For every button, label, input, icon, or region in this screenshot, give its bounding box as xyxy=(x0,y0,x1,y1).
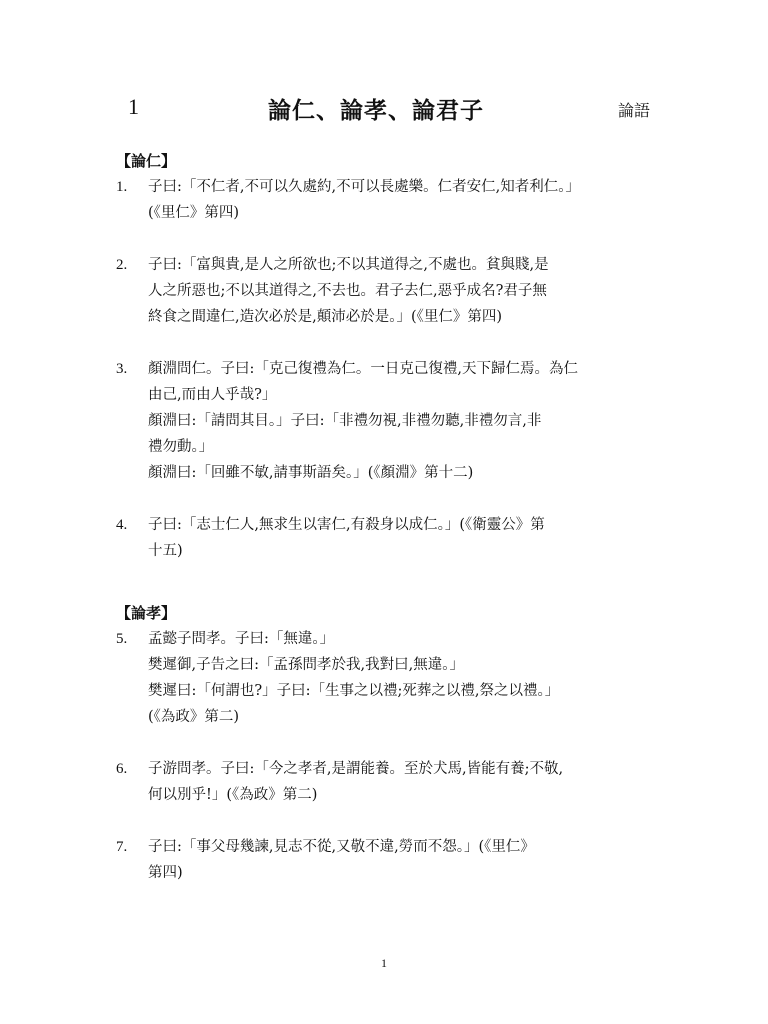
passage-line: 樊遲御,子告之曰:「孟孫問孝於我,我對曰,無違。」 xyxy=(148,657,464,673)
passage-line: 顏淵問仁。子曰:「克己復禮為仁。一日克己復禮,天下歸仁焉。為仁 xyxy=(148,361,578,377)
passage-number: 1. xyxy=(116,179,128,195)
passage-item xyxy=(116,174,656,226)
passage-number: 5. xyxy=(116,631,128,647)
chapter-number: 1 xyxy=(128,94,139,119)
passage-line: 禮勿動。」 xyxy=(148,439,214,455)
section-heading-xiao: 【論孝】 xyxy=(116,604,177,622)
section-heading-ren: 【論仁】 xyxy=(116,152,177,170)
passage-number: 3. xyxy=(116,361,128,377)
passage-line: 顏淵曰:「請問其目。」子曰:「非禮勿視,非禮勿聽,非禮勿言,非 xyxy=(148,413,542,429)
passage-line: 孟懿子問孝。子曰:「無違。」 xyxy=(148,631,335,647)
book-title: 論語 xyxy=(617,101,650,120)
passage-line: 人之所惡也;不以其道得之,不去也。君子去仁,惡乎成名?君子無 xyxy=(148,283,547,299)
passage-line: 樊遲曰:「何謂也?」子曰:「生事之以禮;死葬之以禮,祭之以禮。」 xyxy=(148,683,560,699)
passage-line: (《為政》第二) xyxy=(148,709,240,725)
passage-item xyxy=(116,834,656,886)
passage-number: 6. xyxy=(116,761,128,777)
passage-number: 2. xyxy=(116,257,128,273)
passage-item xyxy=(116,356,656,486)
passage-line: 第四) xyxy=(148,865,183,881)
passage-line: 子曰:「事父母幾諫,見志不從,又敬不違,勞而不怨。」(《里仁》 xyxy=(148,839,535,855)
passage-line: 子游問孝。子曰:「今之孝者,是謂能養。至於犬馬,皆能有養;不敬, xyxy=(148,761,564,777)
passage-line: 終食之間違仁,造次必於是,顛沛必於是。」(《里仁》第四) xyxy=(148,309,503,325)
passage-item xyxy=(116,512,656,564)
passage-item xyxy=(116,626,656,730)
passage-number: 4. xyxy=(116,517,128,533)
passage-line: 子曰:「富與貴,是人之所欲也;不以其道得之,不處也。貧與賤,是 xyxy=(148,257,549,273)
passage-line: (《里仁》第四) xyxy=(148,205,240,221)
passage-line: 顏淵曰:「回雖不敏,請事斯語矣。」(《顏淵》第十二) xyxy=(148,465,474,481)
passage-line: 子曰:「不仁者,不可以久處約,不可以長處樂。仁者安仁,知者利仁。」 xyxy=(148,179,580,195)
passage-number: 7. xyxy=(116,839,128,855)
passage-line: 由己,而由人乎哉?」 xyxy=(148,387,277,403)
page-title: 論仁、論孝、論君子 xyxy=(268,97,484,124)
page-footer xyxy=(0,956,768,971)
document-body xyxy=(116,148,656,886)
page-header xyxy=(0,92,768,128)
footer-page-number: 1 xyxy=(381,956,387,970)
passage-item xyxy=(116,252,656,330)
passage-line: 何以別乎!」(《為政》第二) xyxy=(148,787,318,803)
passage-item xyxy=(116,756,656,808)
passage-line: 子曰:「志士仁人,無求生以害仁,有殺身以成仁。」(《衛靈公》第 xyxy=(148,517,545,533)
passage-line: 十五) xyxy=(148,543,183,559)
